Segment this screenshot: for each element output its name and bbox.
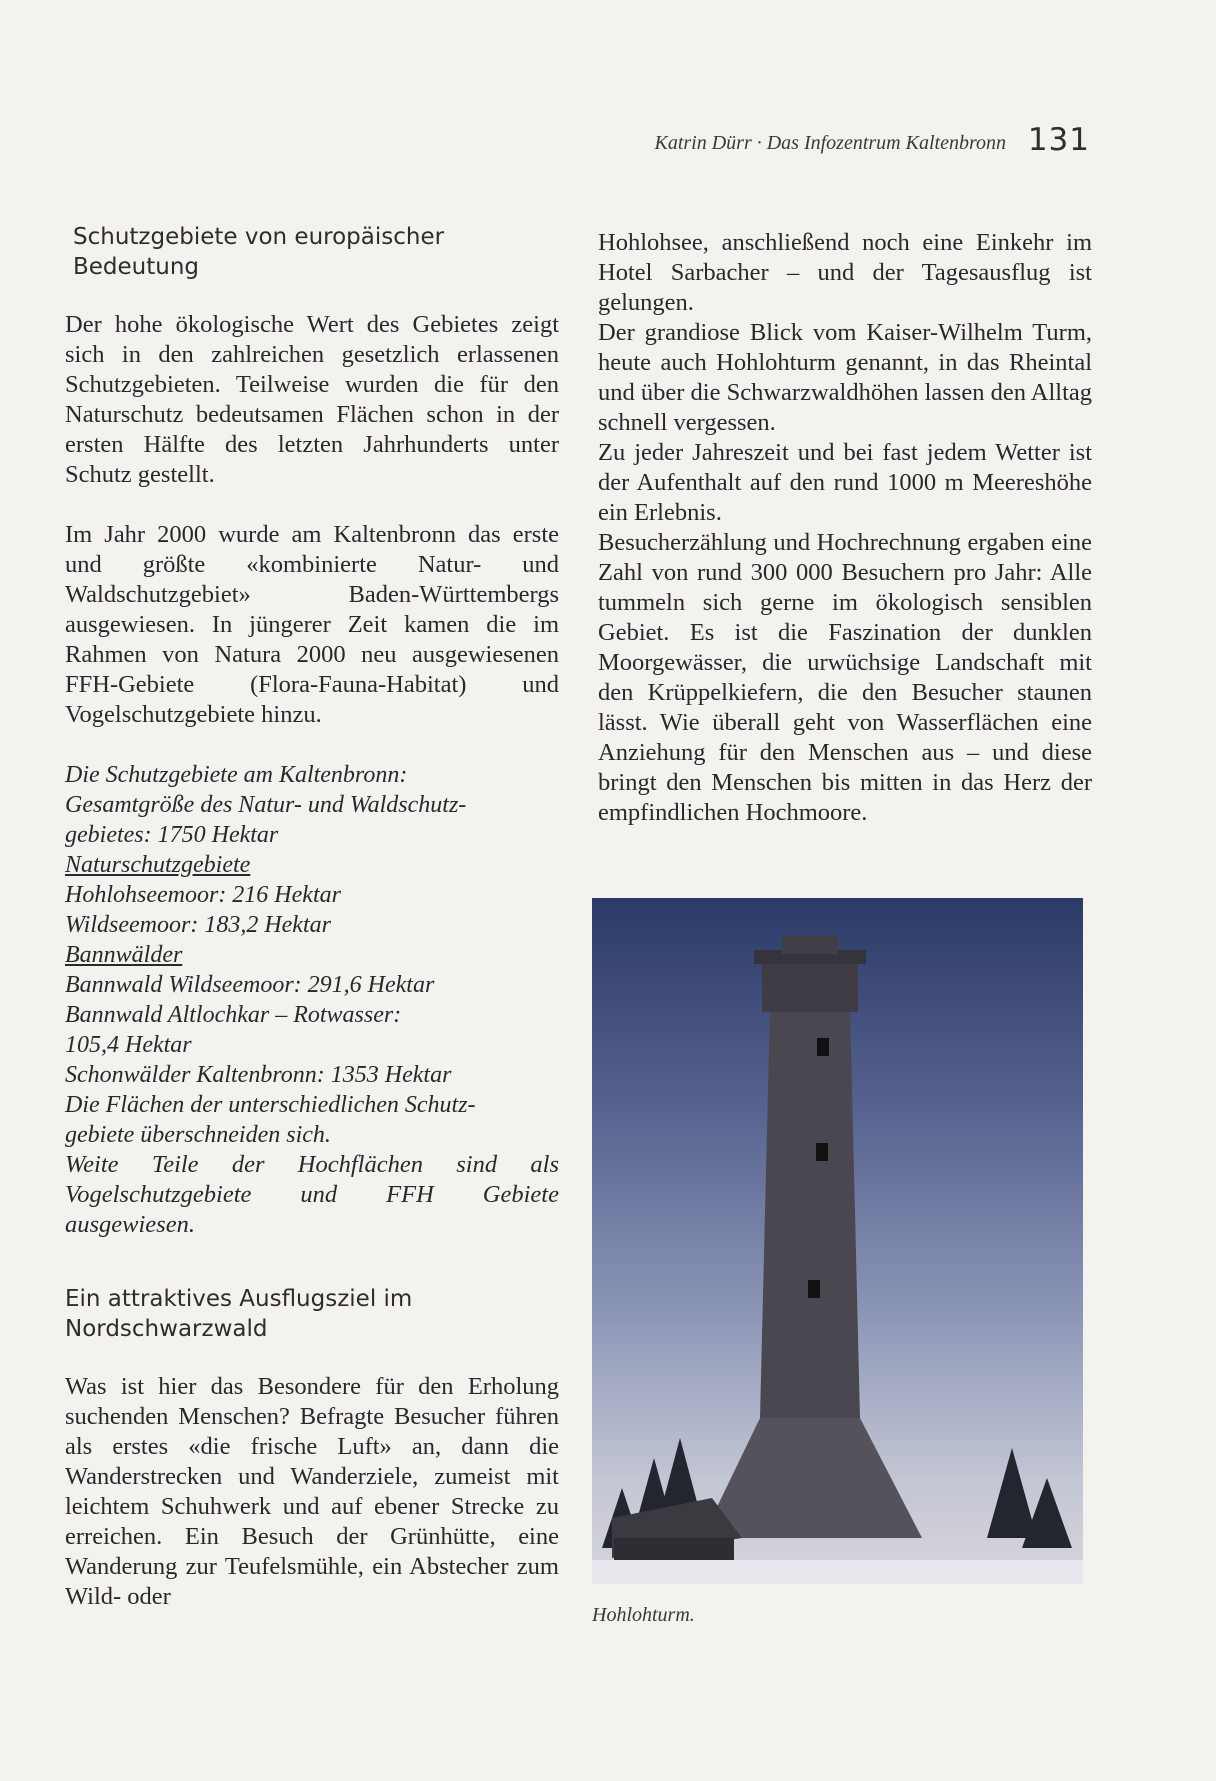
paragraph-ecological-value: Der hohe ökologische Wert des Gebietes zeigt sich in den zahlreichen gesetzlich erlassenen Schutzgebieten. Teilweise wurden die für den Naturschutz bedeutsamen Flächen schon in der ersten Hälfte des letzten Jahrhunderts unter Schutz gestellt. (65, 311, 559, 488)
list-line: Bannwald Wildseemoor: 291,6 Hektar (65, 972, 435, 998)
paragraph-hohlohsee: Hohlohsee, anschließend noch eine Einkehr im Hotel Sarbacher – und der Tagesausflug ist gelungen. (598, 229, 1092, 316)
list-line: Gesamtgröße des Natur- und Waldschutz- (65, 792, 467, 818)
list-subheading-nature-reserves: Naturschutzgebiete (65, 852, 251, 878)
tower-top (762, 958, 858, 1012)
paragraph-seasons: Zu jeder Jahreszeit und bei fast jedem Wetter ist der Aufenthalt auf den rund 1000 m Meereshöhe ein Erlebnis. (598, 439, 1092, 526)
list-line: Wildseemoor: 183,2 Hektar (65, 912, 331, 938)
left-column (65, 222, 559, 1612)
snow-ground (592, 1560, 1083, 1584)
list-note: Weite Teile der Hochflächen sind als Vogelschutzgebiete und FFH Gebiete ausgewiesen. (65, 1151, 559, 1238)
photo-caption: Hohlohturm. (592, 1604, 695, 1626)
hohlohturm-photo (592, 898, 1083, 1584)
running-header (570, 118, 1090, 158)
section-heading-excursion: Ein attraktives Ausflugsziel im Nordschwarzwald (65, 1286, 413, 1342)
paragraph-visitor-count: Besucherzählung und Hochrechnung ergaben eine Zahl von rund 300 000 Besuchern pro Jahr: Alle tummeln sich gerne im ökologisch sensiblen Gebiet. Es ist die Faszination der dunklen Moorgewässer, die urwüchsige Landschaft mit den Krüppelkiefern, die den Besucher staunen lässt. Wie überall geht von Wasserflächen eine Anziehung für den Menschen aus – und diese bringt den Menschen bis mitten in das Herz der empfindlichen Hochmoore. (598, 529, 1092, 826)
tower-base (702, 1418, 922, 1538)
paragraph-visitors: Was ist hier das Besondere für den Erholung suchenden Menschen? Befragte Besucher führen als erstes «die frische Luft» an, dann die Wanderstrecken und Wanderziele, zumeist mit leichtem Schuhwerk und auf ebener Strecke zu erreichen. Ein Besuch der Grünhütte, eine Wanderung zur Teufelsmühle, ein Abstecher zum Wild- oder (65, 1373, 559, 1610)
list-subheading-bannwaelder: Bannwälder (65, 942, 183, 968)
paragraph-view: Der grandiose Blick vom Kaiser-Wilhelm Turm, heute auch Hohlohturm genannt, in das Rheintal und über die Schwarzwaldhöhen lassen den Alltag schnell vergessen. (598, 319, 1092, 436)
page-number: 131 (1027, 122, 1090, 158)
section-heading-protected-areas: Schutzgebiete von europäischer Bedeutung (73, 224, 445, 280)
protected-areas-list (65, 760, 559, 1240)
list-line: 105,4 Hektar (65, 1032, 192, 1058)
list-line: Schonwälder Kaltenbronn: 1353 Hektar (65, 1062, 452, 1088)
list-line: gebiete überschneiden sich. (65, 1122, 331, 1148)
list-line: gebietes: 1750 Hektar (65, 822, 279, 848)
tower-window (817, 1038, 829, 1056)
list-line: Bannwald Altlochkar – Rotwasser: (65, 1002, 402, 1028)
paragraph-year-2000: Im Jahr 2000 wurde am Kaltenbronn das erste und größte «kombinierte Natur- und Waldschutzgebiet» Baden-Württembergs ausgewiesen. In jüngerer Zeit kamen die im Rahmen von Natura 2000 neu ausgewiesenen FFH-Gebiete (Flora-Fauna-Habitat) und Vogelschutzgebiete hinzu. (65, 521, 559, 728)
list-line: Hohlohseemoor: 216 Hektar (65, 882, 341, 908)
list-line: Die Flächen der unterschiedlichen Schutz- (65, 1092, 476, 1118)
tower-window (808, 1280, 820, 1298)
list-line: Die Schutzgebiete am Kaltenbronn: (65, 762, 408, 788)
right-column (598, 228, 1092, 828)
tower-window (816, 1143, 828, 1161)
tower-shaft (760, 1008, 860, 1418)
running-title: Katrin Dürr · Das Infozentrum Kaltenbronn (654, 132, 1006, 154)
tower-illustration (592, 898, 1083, 1584)
